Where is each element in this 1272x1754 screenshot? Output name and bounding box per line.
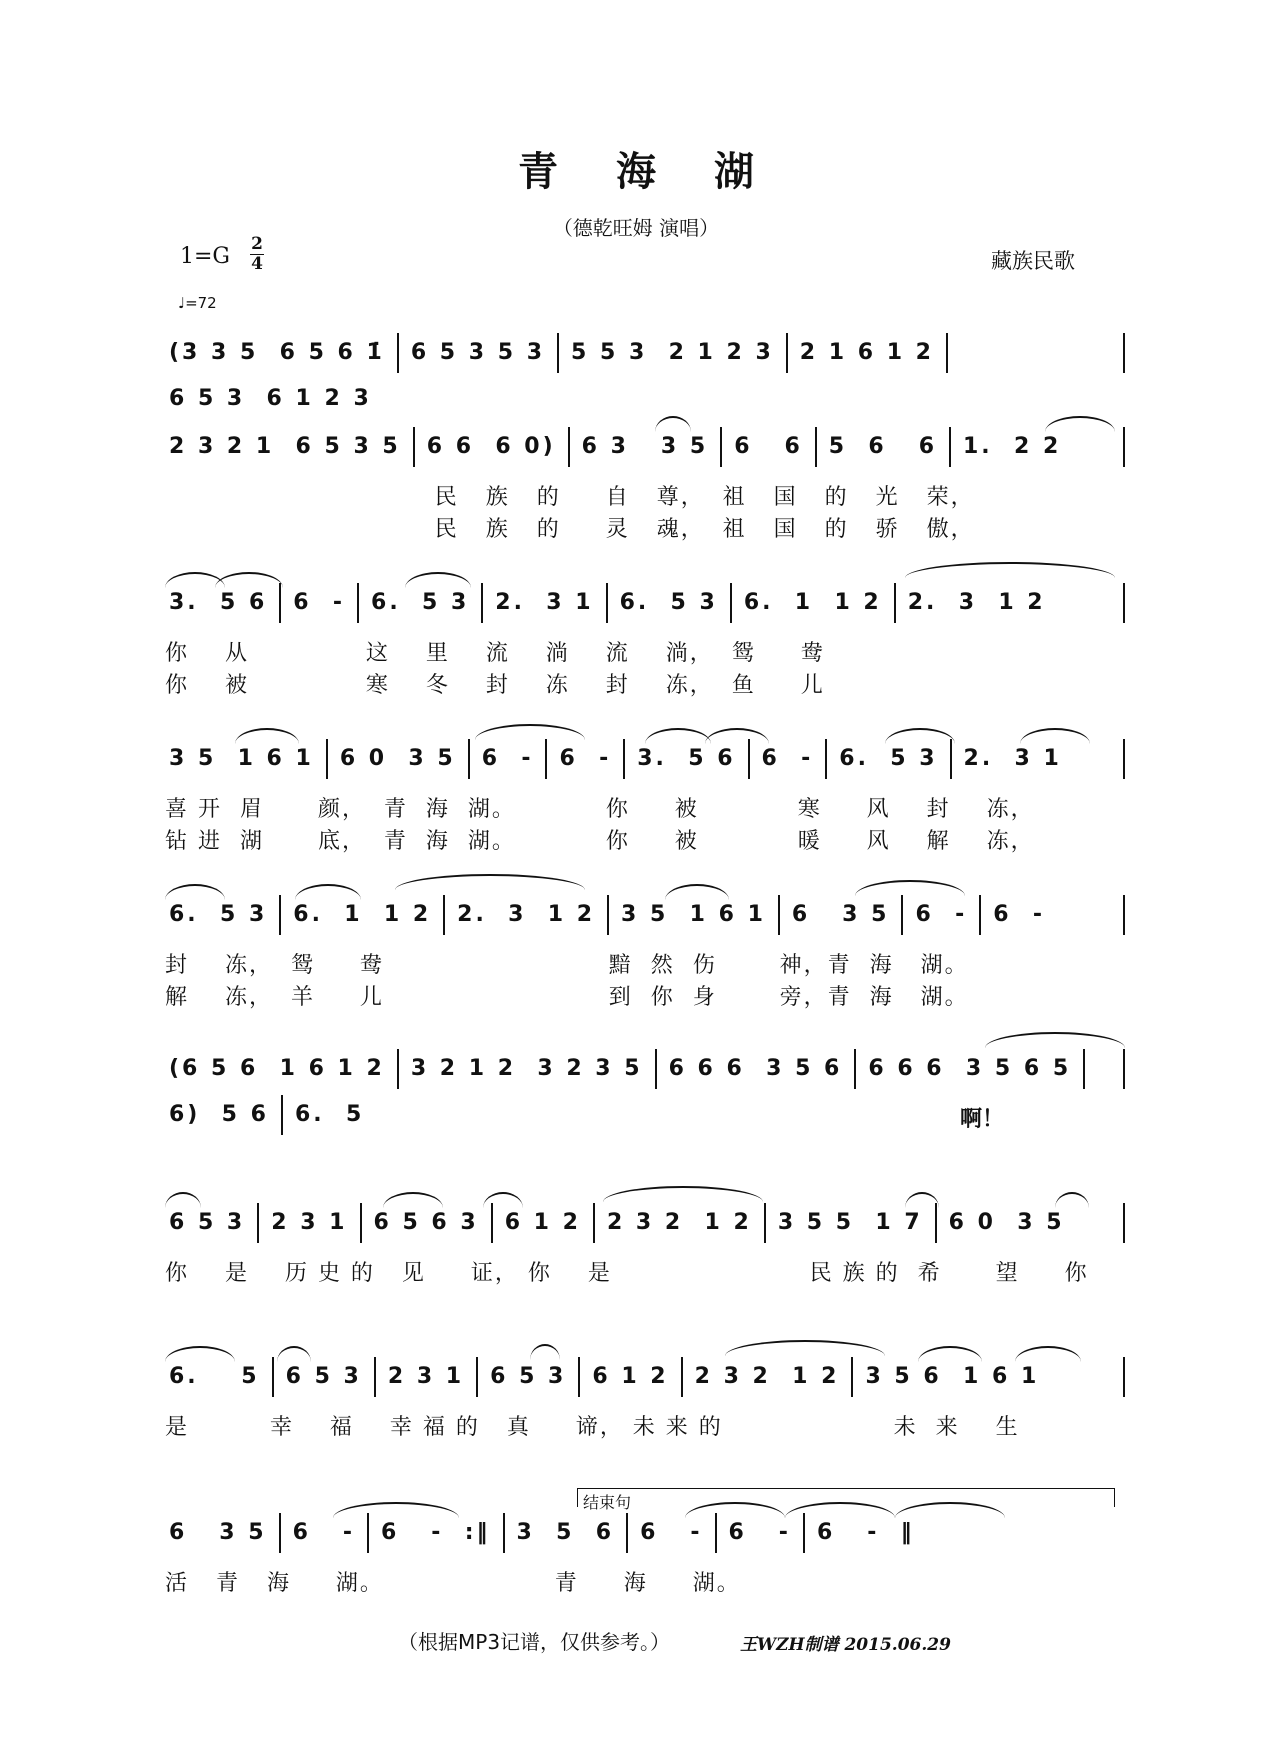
measure: 6 -: [915, 902, 968, 927]
measure: 6. 5 3: [619, 590, 718, 615]
barline: [720, 427, 722, 467]
barline: [786, 333, 788, 373]
measure: 2 3 2 1 2: [606, 1210, 752, 1235]
barline: [626, 1513, 628, 1553]
measure: 6 1 2: [592, 1364, 669, 1389]
measure: (3 3 5 6 5 6 1̇: [169, 340, 385, 365]
barline: [764, 1203, 766, 1243]
barline: [281, 1095, 283, 1135]
barline: [607, 895, 609, 935]
measure: 6. 5: [294, 1102, 365, 1127]
measure: 6 - :‖: [380, 1520, 491, 1545]
barline: [935, 1203, 937, 1243]
measure: 2. 3 1: [963, 746, 1062, 771]
time-denominator: 4: [251, 254, 263, 274]
measure: 2 3 1: [271, 1210, 348, 1235]
coda-label: 结束句: [583, 1493, 632, 1512]
barline: [655, 1049, 657, 1089]
measure: 2 3 2 1 6 5 3 5: [169, 434, 401, 459]
measure: 3 2 1 2 3 2 3 5: [410, 1056, 643, 1081]
tempo-marking: ♩=72: [178, 294, 217, 312]
measure: 6 1 2: [504, 1210, 581, 1235]
measure: 6 6 6 0): [426, 434, 556, 459]
barline: [1083, 1049, 1085, 1089]
notes-line: [165, 580, 1125, 626]
slur: [905, 562, 1115, 578]
measure: 3. 5 6: [169, 590, 268, 615]
measure: 6 -: [292, 1520, 355, 1545]
barline: [901, 895, 903, 935]
measure: 3. 5 6: [637, 746, 736, 771]
time-signature: [250, 236, 264, 273]
measure: 3 5 6 1 6 1: [865, 1364, 1040, 1389]
song-title: 青海湖: [518, 148, 812, 195]
measure: 6 - ‖: [816, 1520, 915, 1545]
measure: 2 1 6 1 2: [799, 340, 934, 365]
notes-line: [165, 1510, 1125, 1556]
lyric-verse-1: 你 从 这 里 流 淌 流 淌， 鸳 鸯: [165, 641, 825, 666]
barline: [443, 895, 445, 935]
barline: [851, 1357, 853, 1397]
measure: 6. 1 1 2: [293, 902, 432, 927]
barline: [279, 1513, 281, 1553]
footnote: （根据MP3记谱，仅供参考。）: [398, 1630, 671, 1654]
barline: [367, 1513, 369, 1553]
barline: [279, 583, 281, 623]
barline: [413, 427, 415, 467]
exclamation-lyric: 啊！: [960, 1106, 1005, 1132]
measure: 5 6 6: [828, 434, 937, 459]
measure: 2. 3 1: [495, 590, 594, 615]
measure: 6 5 3: [490, 1364, 567, 1389]
lyric-verse-1: 民 族 的 自 尊， 祖 国 的 光 荣，: [165, 485, 975, 510]
measure: 6 5 6 3: [373, 1210, 479, 1235]
barline: [1123, 583, 1125, 623]
barline: [272, 1357, 274, 1397]
measure: 6 -: [640, 1520, 703, 1545]
barline: [1123, 1049, 1125, 1089]
barline: [545, 739, 547, 779]
measure: 6. 5 3: [371, 590, 470, 615]
barline: [360, 1203, 362, 1243]
barline: [468, 739, 470, 779]
measure: 6 5 3: [169, 1210, 246, 1235]
lyric-verse-1: 是 幸 福 幸 福 的 真 谛， 未 来 的 未 来 生: [165, 1415, 1020, 1440]
barline: [578, 1357, 580, 1397]
measure: 3 5 6: [516, 1520, 615, 1545]
lyric-verse-2: 解 冻， 羊 儿 到 你 身 旁，青 海 湖。: [165, 985, 969, 1010]
barline: [503, 1513, 505, 1553]
barline: [854, 1049, 856, 1089]
measure: 6 6 6 3 5 6 5: [868, 1056, 1072, 1081]
measure: 6 5 3 6 1 2 3: [169, 386, 372, 411]
barline: [374, 1357, 376, 1397]
barline: [279, 895, 281, 935]
measure: 2 3 2 1 2: [694, 1364, 840, 1389]
barline: [606, 583, 608, 623]
barline: [1123, 1203, 1125, 1243]
measure: 6 0 3 5: [339, 746, 456, 771]
notes-line: [165, 1200, 1125, 1246]
barline: [748, 739, 750, 779]
barline: [481, 583, 483, 623]
performer-credit: （德乾旺姆 演唱）: [552, 216, 720, 240]
barline: [950, 739, 952, 779]
measure: 6 -: [728, 1520, 791, 1545]
lyric-verse-1: 喜 开 眉 颜， 青 海 湖。 你 被 寒 风 封 冻，: [165, 797, 1035, 822]
barline: [825, 739, 827, 779]
slur: [395, 874, 585, 890]
barline: [1123, 427, 1125, 467]
notes-line: [165, 424, 1125, 470]
measure: 6 3 5: [791, 902, 890, 927]
notes-line: [165, 736, 1125, 782]
barline: [1123, 739, 1125, 779]
barline: [979, 895, 981, 935]
measure: 3 5 1 6 1: [621, 902, 766, 927]
measure: 6. 5 3: [169, 902, 268, 927]
lyric-verse-2: 你 被 寒 冬 封 冻 封 冻， 鱼 儿: [165, 673, 825, 698]
measure: 6 6: [734, 434, 803, 459]
notes-line: [165, 892, 1125, 938]
notes-line: [165, 1354, 1125, 1400]
lyric-verse-2: 钻 进 湖 底， 青 海 湖。 你 被 暖 风 解 冻，: [165, 829, 1035, 854]
measure: 2. 3 1 2: [457, 902, 596, 927]
genre-label: 藏族民歌: [991, 249, 1075, 273]
measure: 6 5 3 5 3: [410, 340, 546, 365]
measure: 3 5 1 6 1: [169, 746, 314, 771]
barline: [1123, 333, 1125, 373]
measure: 3 5 5 1 7: [777, 1210, 923, 1235]
measure: 2. 3 1 2: [907, 590, 1046, 615]
measure: 2 3 1: [387, 1364, 465, 1389]
lyric-verse-1: 你 是 历 史 的 见 证， 你 是 民 族 的 希 望 你: [165, 1261, 1089, 1286]
barline: [557, 333, 559, 373]
barline: [593, 1203, 595, 1243]
measure: 6 -: [559, 746, 612, 771]
measure: 6 -: [293, 590, 346, 615]
measure: 6 0 3 5: [948, 1210, 1065, 1235]
barline: [397, 1049, 399, 1089]
measure: 6 -: [761, 746, 814, 771]
barline: [1123, 895, 1125, 935]
barline: [568, 427, 570, 467]
measure: 6 3 3 5: [581, 434, 709, 459]
measure: 5 5 3 2 1 2 3: [571, 340, 774, 365]
barline: [623, 739, 625, 779]
measure: (6 5 6 1 6 1 2: [169, 1056, 385, 1081]
lyric-verse-1: 封 冻， 鸳 鸯 黯 然 伤 神，青 海 湖。: [165, 953, 969, 978]
lyric-verse-1: 活 青 海 湖。 青 海 湖。: [165, 1571, 741, 1596]
notes-line: [165, 1046, 1125, 1127]
measure: 1. 2 2: [963, 434, 1062, 459]
barline: [491, 1203, 493, 1243]
barline: [257, 1203, 259, 1243]
measure: 6 6 6 3 5 6: [668, 1056, 843, 1081]
barline: [803, 1513, 805, 1553]
measure: 6 -: [993, 902, 1045, 927]
barline: [815, 427, 817, 467]
barline: [715, 1513, 717, 1553]
measure: 6 5 3: [285, 1364, 362, 1389]
measure: 6 -: [481, 746, 534, 771]
barline: [730, 583, 732, 623]
barline: [894, 583, 896, 623]
notes-line: [165, 330, 1125, 411]
measure: 6) 5 6: [169, 1102, 269, 1127]
barline: [949, 427, 951, 467]
barline: [397, 333, 399, 373]
barline: [476, 1357, 478, 1397]
measure: 6 3 5: [169, 1520, 267, 1545]
barline: [946, 333, 948, 373]
barline: [681, 1357, 683, 1397]
key-signature: 1=G: [180, 244, 231, 269]
barline: [326, 739, 328, 779]
barline: [1123, 1357, 1125, 1397]
time-numerator: 2: [251, 234, 263, 254]
transcriber-credit: 王WZH制谱 2015.06.29: [740, 1635, 951, 1655]
measure: 6. 5: [169, 1364, 260, 1389]
measure: 6. 1 1 2: [743, 590, 882, 615]
barline: [778, 895, 780, 935]
measure: 6. 5 3: [839, 746, 938, 771]
lyric-verse-2: 民 族 的 灵 魂， 祖 国 的 骄 傲，: [165, 517, 975, 542]
barline: [357, 583, 359, 623]
